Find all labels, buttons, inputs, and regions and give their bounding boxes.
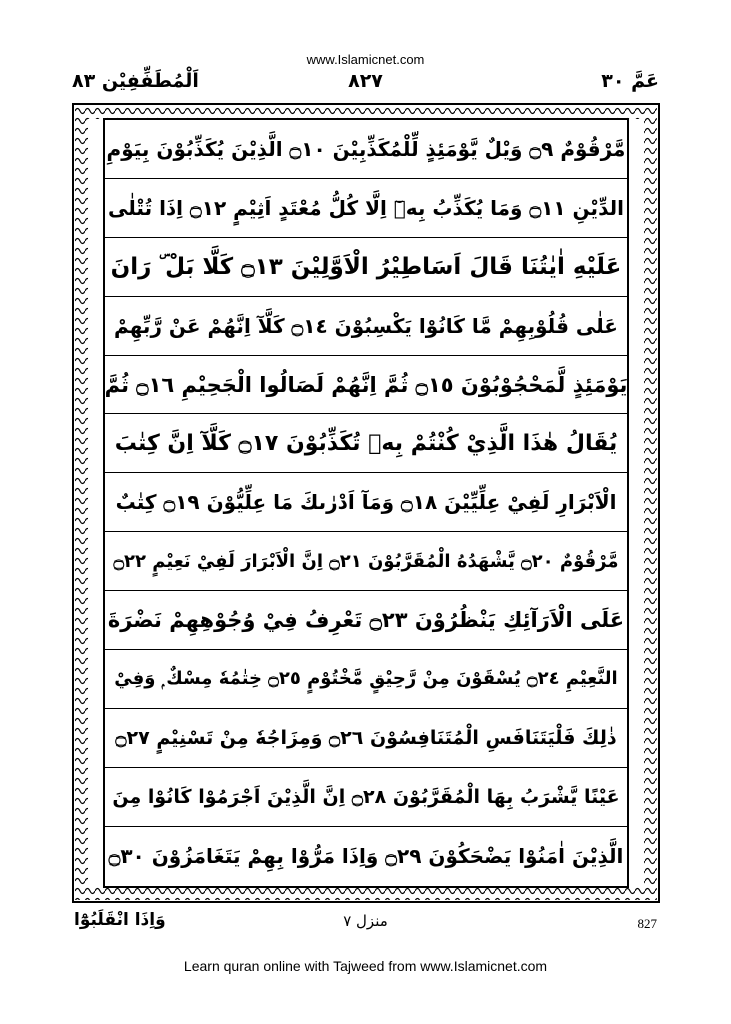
text-line: يَوْمَئِذٍ لَّمَحْجُوْبُوْنَ ۝١٥ ثُمَّ اِنَّهُمْ لَصَالُوا الْجَحِيْمِ ۝١٦ ثُمَّ: [105, 356, 627, 415]
text-line: ذٰلِكَ فَلْيَتَنَافَسِ الْمُتَنَافِسُوْنَ ۝٢٦ وَمِزَاجُهٗ مِنْ تَسْنِيْمٍ ۝٢٧: [105, 709, 627, 768]
quran-text-block: [105, 120, 627, 886]
text-line: مَّرْقُوْمٌ ۝٩ وَيْلٌ يَّوْمَئِذٍ لِّلْمُكَذِّبِيْنَ ۝١٠ الَّذِيْنَ يُكَذِّبُوْنَ بِيَوْمِ: [105, 120, 627, 179]
text-line: الْاَبْرَارِ لَفِيْ عِلِّيِّيْنَ ۝١٨ وَمَآ اَدْرٰىكَ مَا عِلِّيُّوْنَ ۝١٩ كِتٰبٌ: [105, 473, 627, 532]
page-number: 827: [637, 916, 657, 931]
surah-name-header: اَلْمُطَفِّفِيْن ٨٣: [72, 70, 199, 92]
catchword: وَاِذَا انْقَلَبُوْٓا: [74, 910, 166, 930]
footer-tagline: Learn quran online with Tajweed from www.Islamicnet.com: [183, 958, 548, 974]
text-line: عَلٰى قُلُوْبِهِمْ مَّا كَانُوْا يَكْسِبُوْنَ ۝١٤ كَلَّآ اِنَّهُمْ عَنْ رَّبِّهِمْ: [105, 297, 627, 356]
text-line: النَّعِيْمِ ۝٢٤ يُسْقَوْنَ مِنْ رَّحِيْقٍ مَّخْتُوْمٍ ۝٢٥ خِتٰمُهٗ مِسْكٌ ۭ وَفِيْ: [105, 650, 627, 709]
text-line: الدِّيْنِ ۝١١ وَمَا يُكَذِّبُ بِهٖٓ اِلَّا كُلُّ مُعْتَدٍ اَثِيْمٍ ۝١٢ اِذَا تُتْلٰى: [105, 179, 627, 238]
text-line: يُقَالُ هٰذَا الَّذِيْ كُنْتُمْ بِهٖ تُكَذِّبُوْنَ ۝١٧ كَلَّآ اِنَّ كِتٰبَ: [105, 414, 627, 473]
juz-name-header: عَمَّ ٣٠: [601, 70, 659, 92]
site-url-header: www.Islamicnet.com: [306, 52, 425, 67]
text-line: عَلَيْهِ اٰيٰتُنَا قَالَ اَسَاطِيْرُ الْاَوَّلِيْنَ ۝١٣ كَلَّا بَلْ ۜ رَانَ: [105, 238, 627, 297]
page-number-arabic: ٨٢٧: [348, 70, 383, 92]
manzil-label: منزل ٧: [343, 912, 388, 930]
text-line: عَيْنًا يَّشْرَبُ بِهَا الْمُقَرَّبُوْنَ ۝٢٨ اِنَّ الَّذِيْنَ اَجْرَمُوْا كَانُوْا مِنَ: [105, 768, 627, 827]
text-line: مَّرْقُوْمٌ ۝٢٠ يَّشْهَدُهُ الْمُقَرَّبُوْنَ ۝٢١ اِنَّ الْاَبْرَارَ لَفِيْ نَعِيْمٍ ۝٢٢: [105, 532, 627, 591]
text-line: عَلَى الْاَرَآئِكِ يَنْظُرُوْنَ ۝٢٣ تَعْرِفُ فِيْ وُجُوْهِهِمْ نَضْرَةَ: [105, 591, 627, 650]
text-line: الَّذِيْنَ اٰمَنُوْا يَضْحَكُوْنَ ۝٢٩ وَاِذَا مَرُّوْا بِهِمْ يَتَغَامَزُوْنَ ۝٣٠: [108, 844, 624, 869]
